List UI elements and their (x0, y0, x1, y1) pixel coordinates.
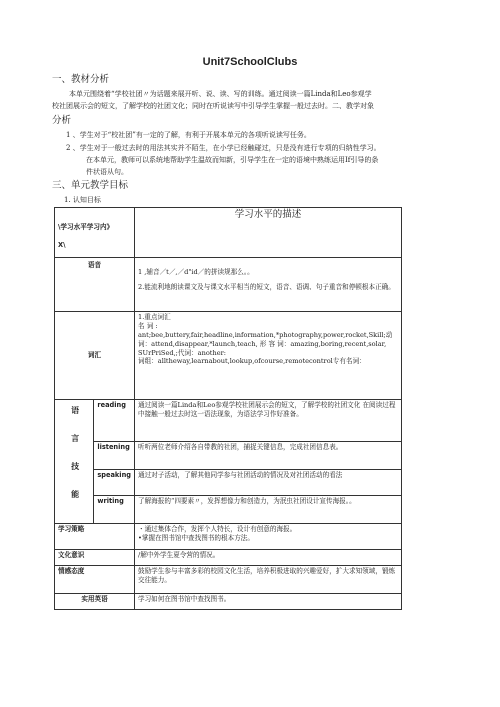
objectives-table (54, 207, 402, 610)
section-heading-students: 分析 (52, 115, 72, 126)
row-label-skills: 语言技能 (55, 400, 94, 524)
students-item-2-line2: 在本单元，教师可以系统地帮助学生温故而知新，引导学生在一定的语境中熟练运用If引导的条 (86, 156, 379, 164)
speaking-desc: 通过对子活动，了解其他同学参与社团活动的情况及对社团活动的看法 (135, 470, 402, 496)
pronunciation-item-1: 1 ,辅音／t／,／d"id／的拼读规那么。。 (138, 268, 254, 276)
skill-reading: reading (94, 400, 135, 442)
students-item-2-line1: 2 、学生对于一般过去时的用法其实并不陌生，在小学已经触碰过，只是没有进行专项的归纳性学习。 (66, 144, 381, 152)
section-heading-objectives: 三、单元教学目标 (52, 180, 129, 191)
reading-desc: 通过阅读一篇Linda和Leo参观学校社团展示会的短文，了解学校的社团文化 在阅读过程中接触一般过去时这一语法现象，为语法学习作好准备。 (135, 400, 402, 442)
row-label-vocabulary: 词汇 (55, 312, 135, 400)
pronunciation-item-2: 2.能流利地朗读课文及与课文水平相当的短文，语音、语调、句子重音和停顿根本正确。 (138, 282, 395, 291)
document-title: Unit7SchoolClubs (202, 56, 298, 68)
emotion-desc: 鼓励学生参与丰富多彩的校园文化生活，培养积极进取的兴趣爱好，扩大求知领域，锻炼交往能力。 (135, 566, 402, 594)
vocabulary-desc (135, 312, 402, 400)
vocabulary-item-5: 词组：alltheway,learnabout,lookup,ofcourse,remotecontrol专有名词： (138, 357, 366, 366)
vocabulary-item-2: 名 词 : (138, 321, 158, 330)
vocabulary-item-3: ant;bee,buttery,fair,headline,information,*photography,power,rocket,Skill;动词：attend,disappear,*launch,teach, 形 容 词：amazing,boring,recent,solar, (138, 330, 393, 348)
strategy-item-1: ・通过集体合作，发挥个人特长，设计有创意的海报。 (138, 525, 297, 533)
skill-speaking: speaking (94, 470, 135, 496)
row-label-culture: 文化意识 (55, 550, 135, 566)
students-item-1: 1 、学生对于“校社团”有一定的了解，有利于开展本单元的各项听说读写任务。 (66, 131, 311, 139)
row-label-emotion: 情感态度 (55, 566, 135, 594)
students-item-2-line3: 件状语从句。 (86, 168, 128, 176)
row-label-strategy: 学习策略 (55, 524, 135, 550)
table-corner-cell (55, 208, 135, 258)
corner-label-top: \学习水平学习内》 (58, 223, 114, 231)
row-label-pronunciation: 语音 (55, 258, 135, 312)
practical-desc: 学习如何在图书馆中查找图书。 (135, 594, 402, 610)
culture-desc: /解中外学生夏令营的情况。 (135, 550, 402, 566)
corner-label-bottom: X\ (58, 240, 66, 249)
pronunciation-desc (135, 258, 402, 312)
vocabulary-item-1: 1.重点词汇 (138, 313, 171, 321)
materials-text-line1: 本单元围绕着“学校社团〃为话题来展开听、说、读、写的训练。通过阅读一篇Linda和Leo参观学 (69, 90, 372, 98)
writing-desc: 了解海报的“四要素〃，发挥想像力和创造力，为泯虫社团设计宣传海报。。 (135, 496, 402, 524)
skill-listening: listening (94, 442, 135, 470)
objectives-subheading: 1. 认知目标 (64, 196, 101, 204)
strategy-desc (135, 524, 402, 550)
description-header: 学习水平的描述 (135, 208, 402, 258)
listening-desc: 听听两位老师介绍各自带教的社团，捕捉关键信息，完成社团信息表。 (135, 442, 402, 470)
vocabulary-item-4: SUrPriSed,;代词：another: (138, 348, 226, 357)
strategy-item-2: •掌握在图书馆中查找图书的根本方法。 (138, 533, 254, 542)
section-heading-materials: 一、教材分析 (52, 74, 110, 85)
row-label-practical: 实用英语 (55, 594, 135, 610)
materials-text-line2: 校社团展示会的短文，了解学校的社团文化；同时在听说读写中引导学生掌握一般过去时。二、教学对象 (52, 102, 374, 110)
skill-writing: writing (94, 496, 135, 524)
